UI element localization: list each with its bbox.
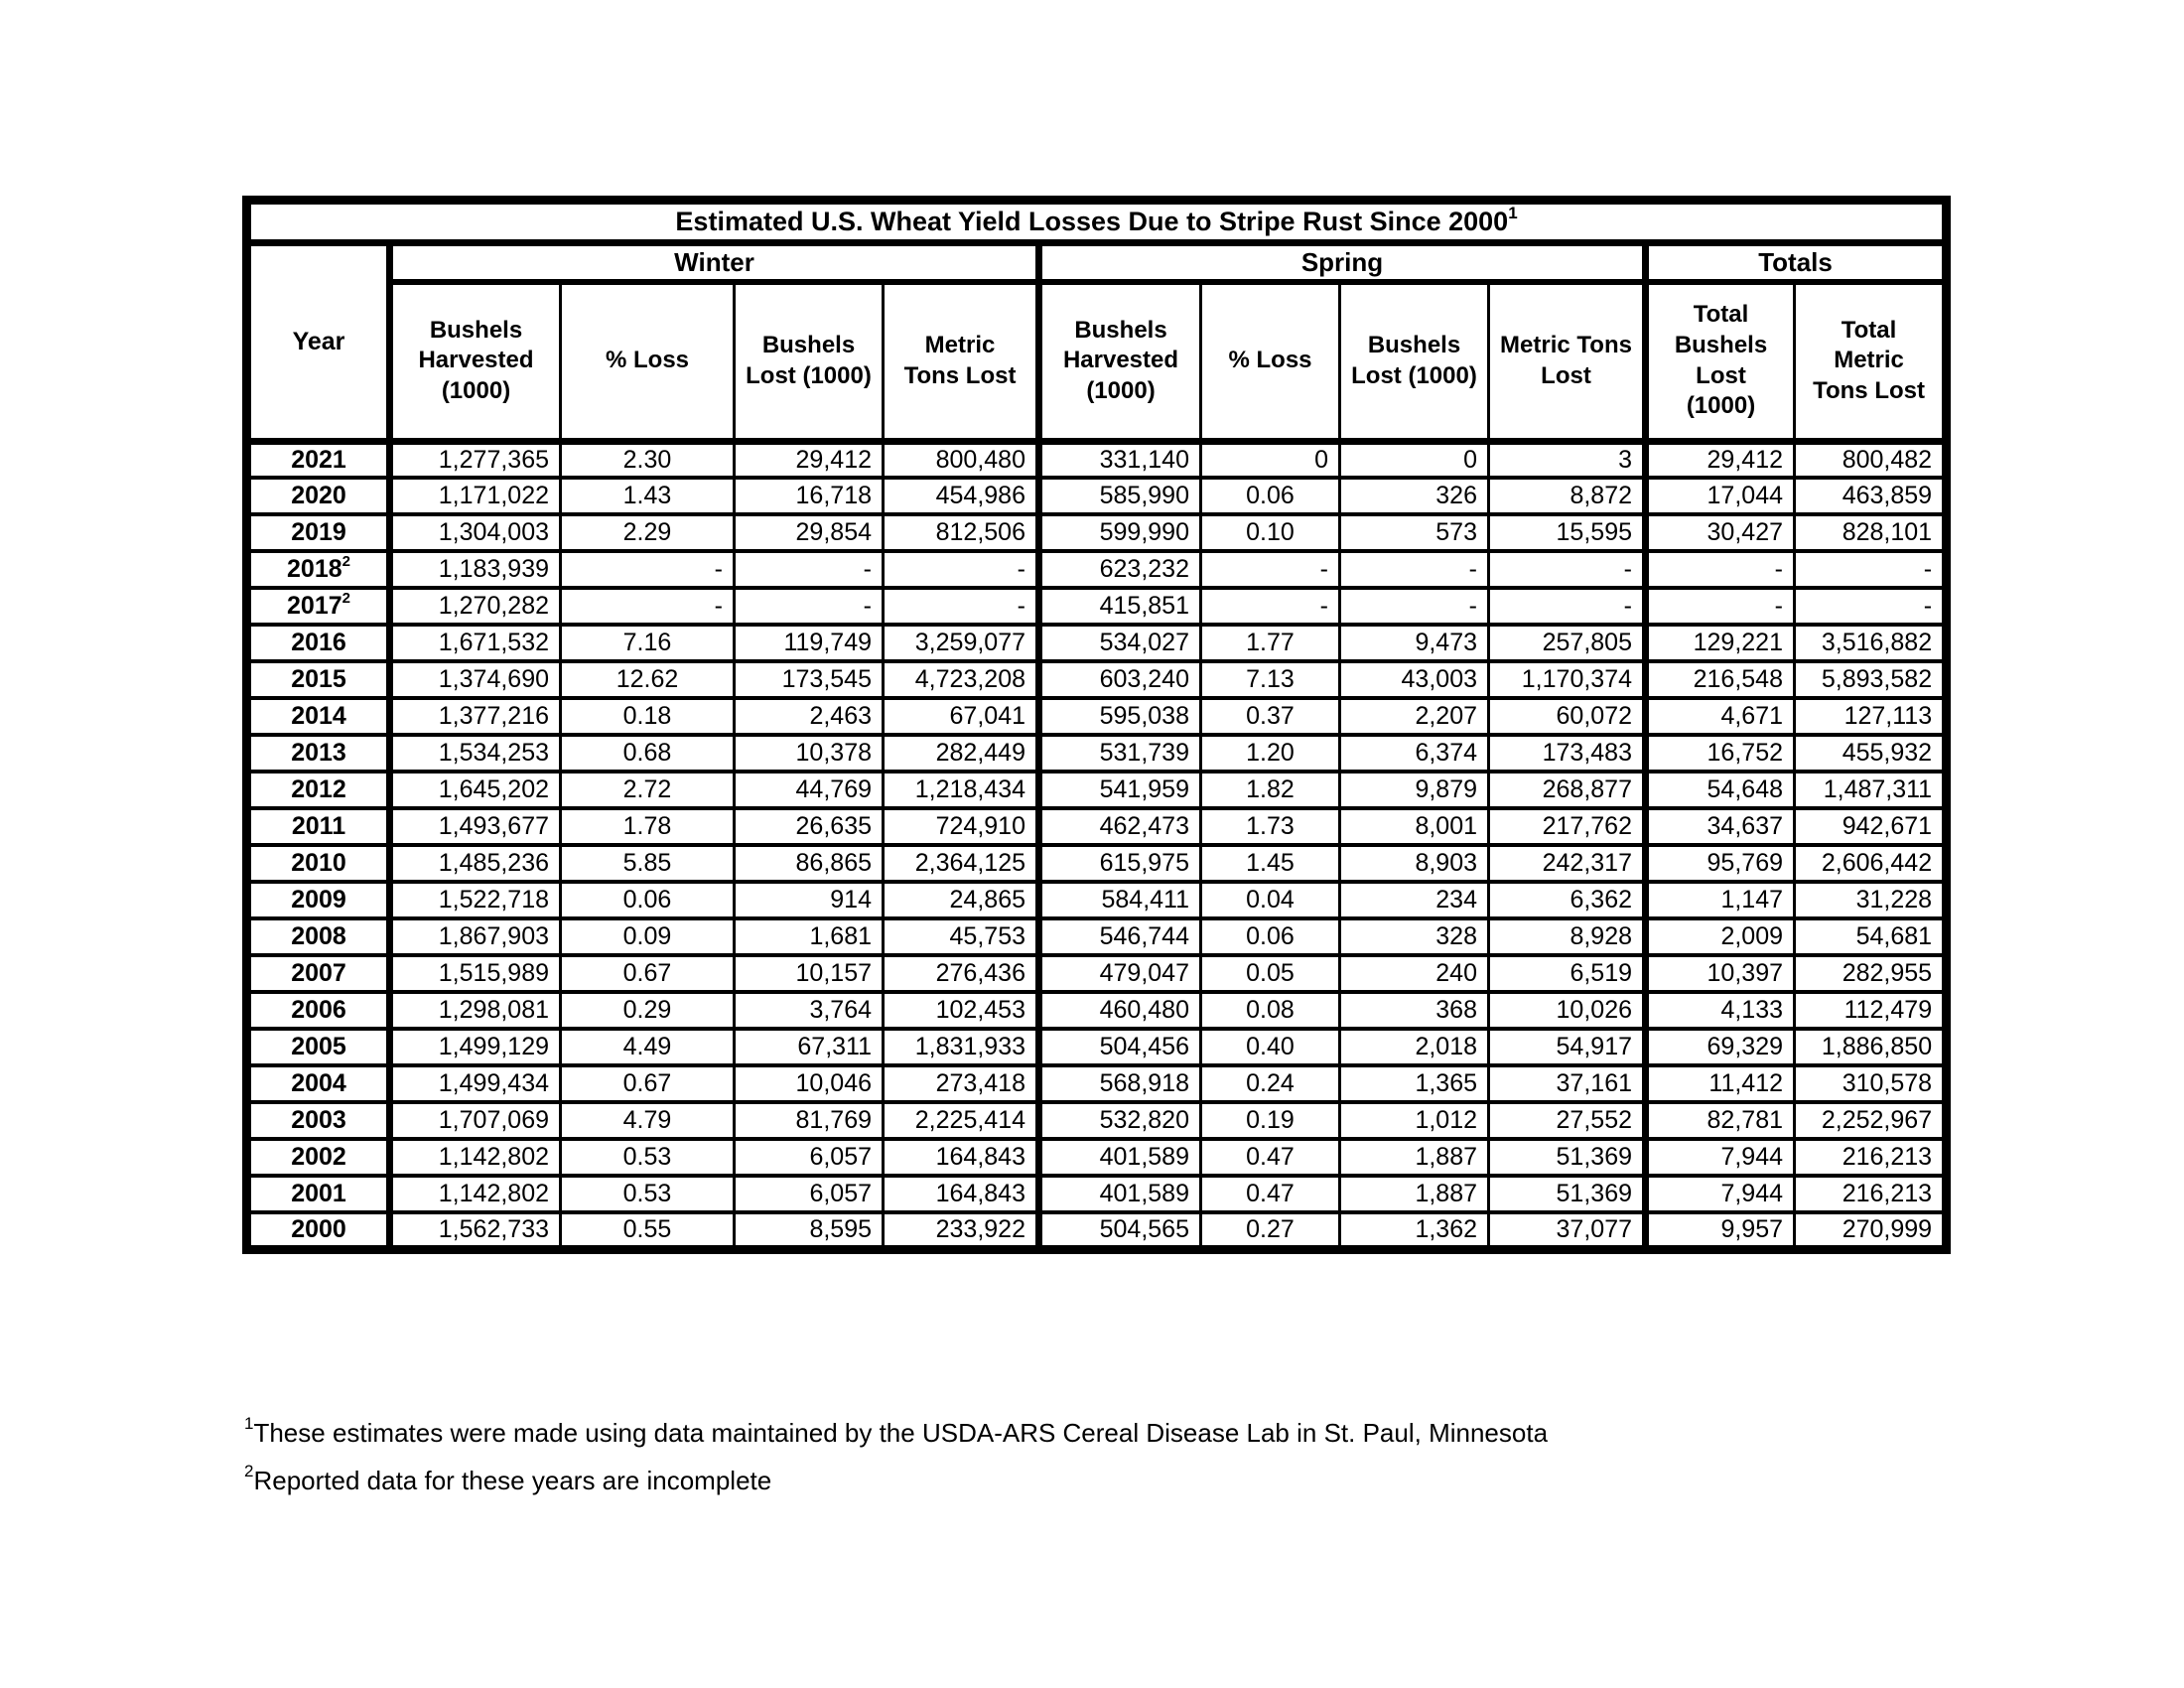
cell-spring-bushels-lost: - (1340, 588, 1489, 625)
cell-year: 2015 (247, 661, 390, 698)
cell-winter-bushels-harvested: 1,515,989 (390, 955, 561, 992)
table-row-2021 (247, 441, 1947, 478)
cell-spring-pct-loss: 0.10 (1201, 514, 1340, 551)
cell-winter-bushels-harvested: 1,867,903 (390, 918, 561, 955)
column-header-total-bushels-lost: Total Bushels Lost (1000) (1646, 282, 1795, 441)
cell-spring-pct-loss: 7.13 (1201, 661, 1340, 698)
cell-year: 2003 (247, 1102, 390, 1139)
cell-winter-bushels-lost: 1,681 (735, 918, 884, 955)
cell-total-metric-tons-lost: 112,479 (1795, 992, 1947, 1029)
table-row-2016 (247, 625, 1947, 661)
cell-spring-bushels-lost: 0 (1340, 441, 1489, 478)
cell-spring-pct-loss: 1.77 (1201, 625, 1340, 661)
cell-winter-metric-tons-lost: 24,865 (884, 882, 1039, 918)
table-row-2008 (247, 918, 1947, 955)
column-header-spring-metric-tons-lost: Metric Tons Lost (1489, 282, 1646, 441)
cell-winter-bushels-harvested: 1,142,802 (390, 1139, 561, 1176)
cell-winter-pct-loss: 2.72 (561, 772, 735, 808)
cell-winter-bushels-harvested: 1,534,253 (390, 735, 561, 772)
cell-spring-pct-loss: 0.37 (1201, 698, 1340, 735)
cell-spring-pct-loss: 0.19 (1201, 1102, 1340, 1139)
cell-winter-bushels-lost: 29,854 (735, 514, 884, 551)
cell-winter-bushels-lost: 2,463 (735, 698, 884, 735)
cell-spring-bushels-lost: 1,012 (1340, 1102, 1489, 1139)
cell-winter-metric-tons-lost: 45,753 (884, 918, 1039, 955)
cell-spring-metric-tons-lost: 37,161 (1489, 1065, 1646, 1102)
cell-total-metric-tons-lost: 800,482 (1795, 441, 1947, 478)
cell-winter-bushels-harvested: 1,707,069 (390, 1102, 561, 1139)
footnote-1-text: These estimates were made using data maintained by the USDA-ARS Cereal Disease Lab in St. Paul, Minnesota (253, 1418, 1549, 1448)
cell-spring-metric-tons-lost: 51,369 (1489, 1139, 1646, 1176)
column-header-year: Year (247, 243, 390, 442)
cell-total-metric-tons-lost: 942,671 (1795, 808, 1947, 845)
table-row-2013 (247, 735, 1947, 772)
column-header-spring-bushels-lost: Bushels Lost (1000) (1340, 282, 1489, 441)
cell-total-bushels-lost: 95,769 (1646, 845, 1795, 882)
cell-year: 2018$^2$ (247, 551, 390, 588)
cell-winter-metric-tons-lost: 1,831,933 (884, 1029, 1039, 1065)
column-header-winter-pct-loss: % Loss (561, 282, 735, 441)
table-row-2002 (247, 1139, 1947, 1176)
cell-total-bushels-lost: 29,412 (1646, 441, 1795, 478)
cell-total-bushels-lost: 4,133 (1646, 992, 1795, 1029)
cell-winter-bushels-harvested: 1,277,365 (390, 441, 561, 478)
cell-total-metric-tons-lost: 282,955 (1795, 955, 1947, 992)
cell-spring-pct-loss: 1.82 (1201, 772, 1340, 808)
cell-spring-bushels-harvested: 568,918 (1039, 1065, 1201, 1102)
group-header-row (247, 243, 1947, 283)
cell-total-metric-tons-lost: 54,681 (1795, 918, 1947, 955)
cell-total-bushels-lost: 4,671 (1646, 698, 1795, 735)
cell-winter-bushels-harvested: 1,171,022 (390, 478, 561, 514)
cell-total-bushels-lost: 16,752 (1646, 735, 1795, 772)
cell-winter-metric-tons-lost: 800,480 (884, 441, 1039, 478)
table-row-2004 (247, 1065, 1947, 1102)
footnote-1-superscript: 1 (244, 1414, 254, 1434)
table-row-2009 (247, 882, 1947, 918)
table-row-2017 (247, 588, 1947, 625)
cell-total-metric-tons-lost: 310,578 (1795, 1065, 1947, 1102)
cell-spring-bushels-lost: 328 (1340, 918, 1489, 955)
cell-winter-bushels-lost: 10,157 (735, 955, 884, 992)
cell-spring-bushels-lost: 368 (1340, 992, 1489, 1029)
table-row-2001 (247, 1176, 1947, 1212)
cell-winter-pct-loss: 2.29 (561, 514, 735, 551)
cell-winter-bushels-harvested: 1,485,236 (390, 845, 561, 882)
cell-winter-pct-loss: 0.18 (561, 698, 735, 735)
cell-spring-metric-tons-lost: 6,519 (1489, 955, 1646, 992)
cell-spring-pct-loss: 0.06 (1201, 478, 1340, 514)
cell-spring-pct-loss: 0.06 (1201, 918, 1340, 955)
cell-spring-bushels-harvested: 504,565 (1039, 1212, 1201, 1250)
table-row-2010 (247, 845, 1947, 882)
cell-spring-pct-loss: 1.20 (1201, 735, 1340, 772)
cell-winter-bushels-lost: 914 (735, 882, 884, 918)
cell-winter-bushels-harvested: 1,377,216 (390, 698, 561, 735)
cell-total-bushels-lost: - (1646, 588, 1795, 625)
cell-spring-bushels-harvested: 541,959 (1039, 772, 1201, 808)
cell-spring-bushels-harvested: 504,456 (1039, 1029, 1201, 1065)
cell-total-metric-tons-lost: 463,859 (1795, 478, 1947, 514)
cell-total-metric-tons-lost: 1,886,850 (1795, 1029, 1947, 1065)
cell-spring-bushels-harvested: 546,744 (1039, 918, 1201, 955)
cell-spring-metric-tons-lost: 217,762 (1489, 808, 1646, 845)
cell-spring-bushels-lost: 8,903 (1340, 845, 1489, 882)
cell-winter-bushels-harvested: 1,374,690 (390, 661, 561, 698)
cell-spring-metric-tons-lost: - (1489, 551, 1646, 588)
cell-winter-pct-loss: 12.62 (561, 661, 735, 698)
cell-spring-metric-tons-lost: 3 (1489, 441, 1646, 478)
cell-total-bushels-lost: 30,427 (1646, 514, 1795, 551)
cell-spring-metric-tons-lost: 257,805 (1489, 625, 1646, 661)
cell-spring-bushels-harvested: 532,820 (1039, 1102, 1201, 1139)
cell-spring-pct-loss: 0.08 (1201, 992, 1340, 1029)
cell-winter-bushels-harvested: 1,493,677 (390, 808, 561, 845)
cell-winter-bushels-lost: 26,635 (735, 808, 884, 845)
table-row-2020 (247, 478, 1947, 514)
cell-total-bushels-lost: 1,147 (1646, 882, 1795, 918)
cell-year: 2001 (247, 1176, 390, 1212)
cell-winter-bushels-harvested: 1,645,202 (390, 772, 561, 808)
table-row-2000 (247, 1212, 1947, 1250)
cell-total-bushels-lost: 54,648 (1646, 772, 1795, 808)
cell-spring-metric-tons-lost: - (1489, 588, 1646, 625)
table-title-text: Estimated U.S. Wheat Yield Losses Due to Stripe Rust Since 2000 (675, 207, 1509, 236)
cell-year: 2021 (247, 441, 390, 478)
cell-winter-metric-tons-lost: 276,436 (884, 955, 1039, 992)
column-header-row (247, 282, 1947, 441)
footnote-2-text: Reported data for these years are incomplete (253, 1466, 772, 1495)
cell-winter-pct-loss: 0.09 (561, 918, 735, 955)
cell-spring-bushels-lost: - (1340, 551, 1489, 588)
cell-winter-pct-loss: 0.06 (561, 882, 735, 918)
table-row-2018 (247, 551, 1947, 588)
cell-total-bushels-lost: 82,781 (1646, 1102, 1795, 1139)
cell-spring-bushels-harvested: 615,975 (1039, 845, 1201, 882)
cell-winter-pct-loss: 0.53 (561, 1176, 735, 1212)
cell-total-bushels-lost: 216,548 (1646, 661, 1795, 698)
cell-spring-bushels-lost: 9,473 (1340, 625, 1489, 661)
cell-spring-bushels-lost: 2,207 (1340, 698, 1489, 735)
cell-spring-bushels-lost: 6,374 (1340, 735, 1489, 772)
cell-winter-metric-tons-lost: 2,364,125 (884, 845, 1039, 882)
cell-winter-bushels-lost: 119,749 (735, 625, 884, 661)
cell-total-metric-tons-lost: 3,516,882 (1795, 625, 1947, 661)
cell-spring-bushels-harvested: 623,232 (1039, 551, 1201, 588)
cell-total-bushels-lost: 34,637 (1646, 808, 1795, 845)
cell-winter-pct-loss: - (561, 588, 735, 625)
cell-spring-bushels-harvested: 401,589 (1039, 1139, 1201, 1176)
cell-spring-bushels-lost: 326 (1340, 478, 1489, 514)
table-title-superscript: 1 (1508, 204, 1518, 222)
cell-spring-pct-loss: 0.47 (1201, 1139, 1340, 1176)
cell-total-metric-tons-lost: 1,487,311 (1795, 772, 1947, 808)
cell-winter-pct-loss: 0.67 (561, 1065, 735, 1102)
group-header-winter: Winter (390, 243, 1039, 283)
cell-winter-bushels-lost: 10,046 (735, 1065, 884, 1102)
cell-total-bushels-lost: 17,044 (1646, 478, 1795, 514)
cell-year: 2020 (247, 478, 390, 514)
cell-total-metric-tons-lost: 5,893,582 (1795, 661, 1947, 698)
cell-spring-bushels-harvested: 462,473 (1039, 808, 1201, 845)
column-header-total-metric-tons-lost: Total Metric Tons Lost (1795, 282, 1947, 441)
cell-year: 2014 (247, 698, 390, 735)
table-title (247, 201, 1947, 243)
cell-year: 2000 (247, 1212, 390, 1250)
table-row-2012 (247, 772, 1947, 808)
cell-spring-metric-tons-lost: 15,595 (1489, 514, 1646, 551)
cell-spring-metric-tons-lost: 10,026 (1489, 992, 1646, 1029)
cell-total-metric-tons-lost: 216,213 (1795, 1139, 1947, 1176)
cell-winter-bushels-harvested: 1,270,282 (390, 588, 561, 625)
cell-winter-pct-loss: 0.55 (561, 1212, 735, 1250)
cell-winter-bushels-lost: 8,595 (735, 1212, 884, 1250)
cell-winter-pct-loss: - (561, 551, 735, 588)
cell-winter-bushels-lost: 6,057 (735, 1176, 884, 1212)
cell-spring-metric-tons-lost: 1,170,374 (1489, 661, 1646, 698)
cell-year: 2005 (247, 1029, 390, 1065)
cell-winter-pct-loss: 0.68 (561, 735, 735, 772)
cell-winter-metric-tons-lost: 724,910 (884, 808, 1039, 845)
cell-year: 2011 (247, 808, 390, 845)
cell-total-bushels-lost: 10,397 (1646, 955, 1795, 992)
cell-winter-metric-tons-lost: 273,418 (884, 1065, 1039, 1102)
cell-total-metric-tons-lost: 828,101 (1795, 514, 1947, 551)
cell-spring-bushels-harvested: 401,589 (1039, 1176, 1201, 1212)
wheat-yield-loss-table (242, 196, 1951, 1254)
cell-spring-metric-tons-lost: 37,077 (1489, 1212, 1646, 1250)
cell-year: 2017$^2$ (247, 588, 390, 625)
cell-spring-bushels-lost: 234 (1340, 882, 1489, 918)
cell-total-metric-tons-lost: 31,228 (1795, 882, 1947, 918)
year-superscript: 2 (341, 552, 350, 570)
cell-winter-bushels-lost: 86,865 (735, 845, 884, 882)
table-row-2005 (247, 1029, 1947, 1065)
cell-spring-bushels-harvested: 531,739 (1039, 735, 1201, 772)
cell-spring-bushels-harvested: 584,411 (1039, 882, 1201, 918)
cell-winter-bushels-lost: 81,769 (735, 1102, 884, 1139)
cell-winter-metric-tons-lost: - (884, 588, 1039, 625)
cell-spring-bushels-harvested: 331,140 (1039, 441, 1201, 478)
cell-winter-metric-tons-lost: 164,843 (884, 1139, 1039, 1176)
cell-winter-metric-tons-lost: 233,922 (884, 1212, 1039, 1250)
cell-spring-metric-tons-lost: 268,877 (1489, 772, 1646, 808)
cell-winter-metric-tons-lost: 102,453 (884, 992, 1039, 1029)
cell-spring-pct-loss: 0.05 (1201, 955, 1340, 992)
wheat-yield-loss-table-container (242, 196, 1951, 1254)
cell-winter-bushels-lost: 6,057 (735, 1139, 884, 1176)
cell-total-bushels-lost: 129,221 (1646, 625, 1795, 661)
group-header-totals: Totals (1646, 243, 1947, 283)
cell-spring-bushels-harvested: 479,047 (1039, 955, 1201, 992)
table-row-2015 (247, 661, 1947, 698)
cell-spring-bushels-harvested: 595,038 (1039, 698, 1201, 735)
cell-winter-bushels-harvested: 1,671,532 (390, 625, 561, 661)
cell-spring-pct-loss: 1.73 (1201, 808, 1340, 845)
footnote-2 (244, 1462, 772, 1496)
cell-winter-bushels-harvested: 1,298,081 (390, 992, 561, 1029)
cell-spring-metric-tons-lost: 242,317 (1489, 845, 1646, 882)
cell-total-metric-tons-lost: - (1795, 551, 1947, 588)
cell-winter-bushels-lost: - (735, 588, 884, 625)
column-header-spring-pct-loss: % Loss (1201, 282, 1340, 441)
cell-winter-bushels-lost: 16,718 (735, 478, 884, 514)
cell-winter-bushels-lost: 3,764 (735, 992, 884, 1029)
title-row (247, 201, 1947, 243)
cell-year: 2016 (247, 625, 390, 661)
cell-spring-bushels-lost: 1,887 (1340, 1139, 1489, 1176)
cell-spring-pct-loss: - (1201, 588, 1340, 625)
cell-year: 2019 (247, 514, 390, 551)
cell-spring-bushels-lost: 1,362 (1340, 1212, 1489, 1250)
cell-winter-pct-loss: 0.67 (561, 955, 735, 992)
cell-spring-bushels-harvested: 603,240 (1039, 661, 1201, 698)
column-header-spring-bushels-harvested: Bushels Harvested (1000) (1039, 282, 1201, 441)
cell-winter-bushels-harvested: 1,499,129 (390, 1029, 561, 1065)
cell-winter-bushels-lost: 173,545 (735, 661, 884, 698)
cell-winter-bushels-lost: - (735, 551, 884, 588)
cell-winter-metric-tons-lost: 3,259,077 (884, 625, 1039, 661)
cell-winter-bushels-harvested: 1,183,939 (390, 551, 561, 588)
cell-winter-metric-tons-lost: 1,218,434 (884, 772, 1039, 808)
cell-spring-pct-loss: 0.24 (1201, 1065, 1340, 1102)
column-header-winter-metric-tons-lost: Metric Tons Lost (884, 282, 1039, 441)
cell-spring-bushels-lost: 8,001 (1340, 808, 1489, 845)
cell-total-bushels-lost: 7,944 (1646, 1176, 1795, 1212)
cell-winter-pct-loss: 7.16 (561, 625, 735, 661)
cell-winter-metric-tons-lost: 282,449 (884, 735, 1039, 772)
cell-total-metric-tons-lost: 127,113 (1795, 698, 1947, 735)
cell-winter-pct-loss: 4.79 (561, 1102, 735, 1139)
cell-winter-pct-loss: 4.49 (561, 1029, 735, 1065)
cell-winter-bushels-harvested: 1,142,802 (390, 1176, 561, 1212)
cell-total-metric-tons-lost: 2,606,442 (1795, 845, 1947, 882)
cell-total-metric-tons-lost: 2,252,967 (1795, 1102, 1947, 1139)
cell-winter-metric-tons-lost: 164,843 (884, 1176, 1039, 1212)
cell-winter-bushels-lost: 10,378 (735, 735, 884, 772)
cell-year: 2013 (247, 735, 390, 772)
footnote-2-superscript: 2 (244, 1462, 254, 1481)
group-header-spring: Spring (1039, 243, 1646, 283)
column-header-winter-bushels-harvested: Bushels Harvested (1000) (390, 282, 561, 441)
table-row-2014 (247, 698, 1947, 735)
table-row-2007 (247, 955, 1947, 992)
cell-spring-bushels-harvested: 534,027 (1039, 625, 1201, 661)
cell-spring-bushels-lost: 9,879 (1340, 772, 1489, 808)
table-row-2019 (247, 514, 1947, 551)
cell-winter-metric-tons-lost: - (884, 551, 1039, 588)
cell-spring-bushels-lost: 240 (1340, 955, 1489, 992)
cell-year: 2006 (247, 992, 390, 1029)
cell-year: 2004 (247, 1065, 390, 1102)
cell-year: 2012 (247, 772, 390, 808)
cell-winter-bushels-harvested: 1,562,733 (390, 1212, 561, 1250)
cell-winter-metric-tons-lost: 454,986 (884, 478, 1039, 514)
cell-winter-pct-loss: 0.53 (561, 1139, 735, 1176)
cell-spring-bushels-harvested: 415,851 (1039, 588, 1201, 625)
cell-winter-pct-loss: 5.85 (561, 845, 735, 882)
cell-spring-pct-loss: 0.40 (1201, 1029, 1340, 1065)
cell-winter-bushels-lost: 67,311 (735, 1029, 884, 1065)
cell-winter-bushels-harvested: 1,304,003 (390, 514, 561, 551)
cell-spring-pct-loss: 0.47 (1201, 1176, 1340, 1212)
cell-spring-pct-loss: 0.27 (1201, 1212, 1340, 1250)
cell-total-bushels-lost: 69,329 (1646, 1029, 1795, 1065)
cell-total-metric-tons-lost: 455,932 (1795, 735, 1947, 772)
cell-year: 2008 (247, 918, 390, 955)
cell-winter-metric-tons-lost: 2,225,414 (884, 1102, 1039, 1139)
cell-spring-pct-loss: 1.45 (1201, 845, 1340, 882)
cell-spring-bushels-lost: 43,003 (1340, 661, 1489, 698)
cell-spring-metric-tons-lost: 173,483 (1489, 735, 1646, 772)
cell-total-metric-tons-lost: 216,213 (1795, 1176, 1947, 1212)
cell-winter-bushels-lost: 29,412 (735, 441, 884, 478)
cell-spring-bushels-harvested: 585,990 (1039, 478, 1201, 514)
cell-total-bushels-lost: 7,944 (1646, 1139, 1795, 1176)
table-row-2011 (247, 808, 1947, 845)
cell-spring-metric-tons-lost: 6,362 (1489, 882, 1646, 918)
cell-year: 2009 (247, 882, 390, 918)
table-row-2003 (247, 1102, 1947, 1139)
cell-spring-bushels-lost: 1,887 (1340, 1176, 1489, 1212)
cell-total-bushels-lost: 2,009 (1646, 918, 1795, 955)
cell-total-bushels-lost: 11,412 (1646, 1065, 1795, 1102)
year-superscript: 2 (341, 589, 350, 607)
cell-spring-bushels-harvested: 599,990 (1039, 514, 1201, 551)
cell-winter-metric-tons-lost: 67,041 (884, 698, 1039, 735)
cell-winter-pct-loss: 1.43 (561, 478, 735, 514)
footnote-1 (244, 1414, 1549, 1449)
cell-spring-pct-loss: - (1201, 551, 1340, 588)
cell-year: 2002 (247, 1139, 390, 1176)
cell-winter-bushels-lost: 44,769 (735, 772, 884, 808)
cell-spring-metric-tons-lost: 8,928 (1489, 918, 1646, 955)
cell-winter-metric-tons-lost: 4,723,208 (884, 661, 1039, 698)
cell-total-bushels-lost: - (1646, 551, 1795, 588)
cell-winter-pct-loss: 0.29 (561, 992, 735, 1029)
cell-total-bushels-lost: 9,957 (1646, 1212, 1795, 1250)
column-header-winter-bushels-lost: Bushels Lost (1000) (735, 282, 884, 441)
cell-winter-pct-loss: 1.78 (561, 808, 735, 845)
cell-winter-bushels-harvested: 1,499,434 (390, 1065, 561, 1102)
cell-year: 2010 (247, 845, 390, 882)
cell-winter-pct-loss: 2.30 (561, 441, 735, 478)
cell-spring-bushels-lost: 1,365 (1340, 1065, 1489, 1102)
cell-spring-pct-loss: 0.04 (1201, 882, 1340, 918)
cell-total-metric-tons-lost: 270,999 (1795, 1212, 1947, 1250)
cell-year: 2007 (247, 955, 390, 992)
cell-spring-metric-tons-lost: 60,072 (1489, 698, 1646, 735)
cell-spring-bushels-harvested: 460,480 (1039, 992, 1201, 1029)
cell-spring-metric-tons-lost: 54,917 (1489, 1029, 1646, 1065)
cell-total-metric-tons-lost: - (1795, 588, 1947, 625)
cell-winter-metric-tons-lost: 812,506 (884, 514, 1039, 551)
cell-spring-metric-tons-lost: 27,552 (1489, 1102, 1646, 1139)
cell-spring-bushels-lost: 573 (1340, 514, 1489, 551)
cell-winter-bushels-harvested: 1,522,718 (390, 882, 561, 918)
cell-spring-metric-tons-lost: 8,872 (1489, 478, 1646, 514)
table-row-2006 (247, 992, 1947, 1029)
cell-spring-bushels-lost: 2,018 (1340, 1029, 1489, 1065)
cell-spring-metric-tons-lost: 51,369 (1489, 1176, 1646, 1212)
cell-spring-pct-loss: 0 (1201, 441, 1340, 478)
